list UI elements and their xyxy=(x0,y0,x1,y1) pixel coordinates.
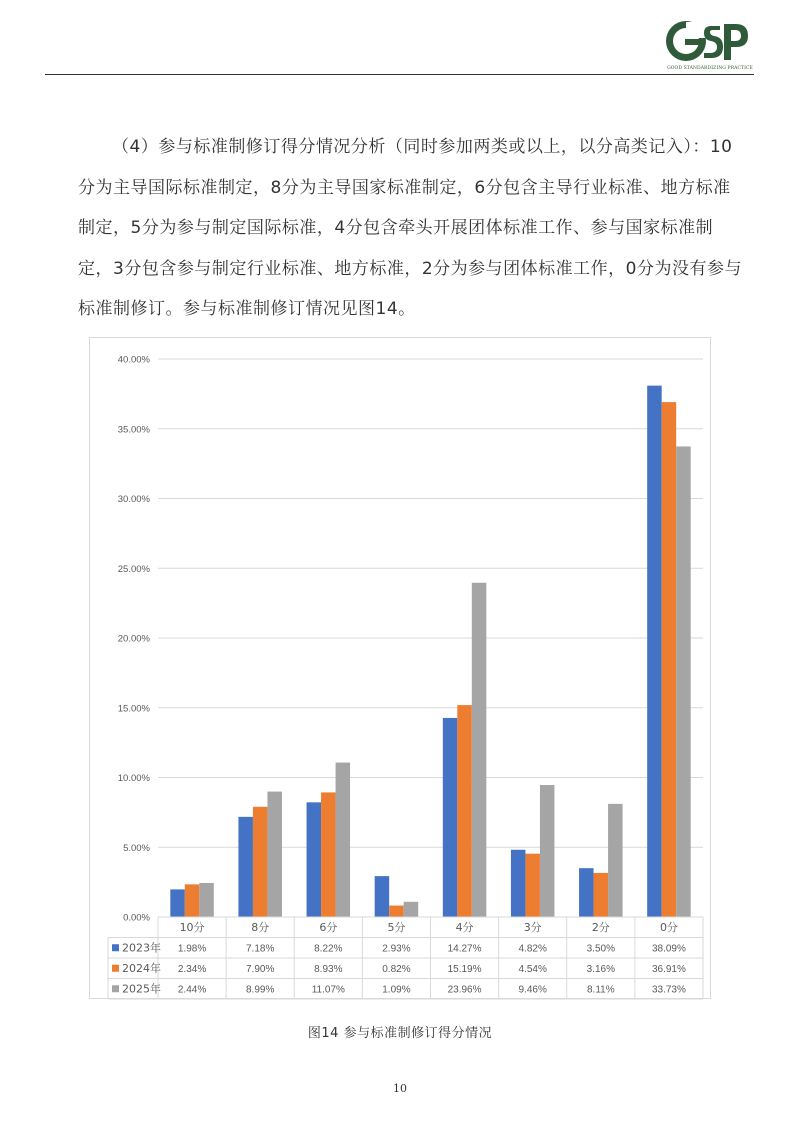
y-tick-label: 40.00% xyxy=(117,354,150,366)
x-category-label: 6分 xyxy=(319,921,338,934)
data-label: 33.73% xyxy=(651,984,686,996)
x-category-label: 8分 xyxy=(251,921,270,934)
data-label: 8.99% xyxy=(246,984,275,996)
x-category-label: 3分 xyxy=(523,921,542,934)
y-tick-label: 15.00% xyxy=(117,703,150,715)
data-label: 7.90% xyxy=(246,964,275,975)
y-tick-label: 35.00% xyxy=(117,424,150,436)
data-label: 0.82% xyxy=(382,964,411,975)
legend-series-name: 2024年 xyxy=(122,962,161,975)
legend-series-name: 2025年 xyxy=(122,982,161,996)
bar-2023年-8分 xyxy=(238,817,253,917)
data-label: 8.22% xyxy=(314,943,343,955)
legend-key-2023年 xyxy=(112,944,119,951)
bar-2023年-3分 xyxy=(511,850,526,917)
bar-2023年-4分 xyxy=(443,718,458,917)
data-label: 1.09% xyxy=(382,984,411,996)
x-category-label: 0分 xyxy=(659,921,678,934)
data-label: 15.19% xyxy=(447,964,482,975)
y-tick-label: 10.00% xyxy=(117,773,150,784)
legend-key-2025年 xyxy=(112,985,119,992)
bar-2025年-4分 xyxy=(472,583,487,917)
y-tick-label: 0.00% xyxy=(123,912,150,924)
y-tick-label: 25.00% xyxy=(117,563,150,575)
y-tick-label: 5.00% xyxy=(123,842,150,854)
legend-series-name: 2023年 xyxy=(122,941,161,955)
legend-key-2024年 xyxy=(112,965,119,972)
bar-2023年-0分 xyxy=(647,386,662,917)
data-label: 4.82% xyxy=(518,943,547,955)
page-number: 10 xyxy=(393,1082,407,1095)
bar-2024年-8分 xyxy=(253,807,268,917)
bar-2024年-10分 xyxy=(185,884,200,917)
data-label: 2.34% xyxy=(177,964,207,975)
figure-caption: 图14 参与标准制修订得分情况 xyxy=(307,1026,493,1041)
data-label: 23.96% xyxy=(447,984,482,996)
bar-2024年-4分 xyxy=(457,705,472,917)
data-label: 38.09% xyxy=(651,943,686,955)
data-label: 9.46% xyxy=(518,984,547,996)
bar-2025年-8分 xyxy=(267,792,282,917)
data-label: 1.98% xyxy=(177,943,207,955)
y-tick-label: 20.00% xyxy=(117,633,150,645)
data-label: 7.18% xyxy=(246,943,275,955)
data-label: 8.93% xyxy=(314,964,343,975)
bar-2024年-2分 xyxy=(594,873,609,917)
bar-2024年-6分 xyxy=(321,792,336,917)
bar-2023年-5分 xyxy=(375,876,390,917)
x-category-label: 4分 xyxy=(455,921,474,934)
x-category-label: 2分 xyxy=(591,921,610,934)
data-label: 3.16% xyxy=(586,964,615,975)
data-label: 2.93% xyxy=(382,943,411,955)
bar-2025年-10分 xyxy=(199,883,214,917)
data-label: 2.44% xyxy=(177,984,207,996)
data-label: 8.11% xyxy=(587,984,615,996)
y-tick-label: 30.00% xyxy=(117,494,150,505)
data-label: 36.91% xyxy=(651,964,686,975)
data-label: 3.50% xyxy=(586,943,615,955)
x-category-label: 10分 xyxy=(179,921,205,934)
logo-subtitle: GOOD STANDARDIZING PRACTICE xyxy=(667,66,753,71)
data-label: 14.27% xyxy=(447,943,482,955)
bar-2025年-0分 xyxy=(676,446,691,917)
data-label: 11.07% xyxy=(311,984,345,996)
bar-2024年-0分 xyxy=(662,402,677,917)
paragraph-text: （4）参与标准制修订得分情况分析（同时参加两类或以上，以分高类记入）：10分为主导国际标准制定，8分为主导国家标准制定，6分包含主导行业标准、地方标准制定，5分为参与制定国际标准，4分包含牵头开展团体标准工作、参与国家标准制定，3分包含参与制定行业标准、地方标准，2分为参与团体标准工作，0分为没有参与标准制修订。参与标准制修订情况见图14。 xyxy=(78,137,742,319)
bar-2025年-3分 xyxy=(540,785,555,917)
data-label: 4.54% xyxy=(518,964,547,975)
bar-2024年-5分 xyxy=(389,906,404,917)
bar-2023年-10分 xyxy=(170,889,185,917)
header-rule xyxy=(45,74,754,75)
bar-chart xyxy=(90,338,712,1000)
bar-2024年-3分 xyxy=(525,854,540,917)
body-paragraph xyxy=(78,127,742,330)
bar-2025年-5分 xyxy=(404,902,419,917)
x-category-label: 5分 xyxy=(387,921,406,934)
chart-container xyxy=(89,337,711,999)
bar-2025年-2分 xyxy=(608,804,623,917)
bar-2025年-6分 xyxy=(336,763,351,917)
bar-2023年-6分 xyxy=(307,802,322,917)
bar-2023年-2分 xyxy=(579,868,594,917)
